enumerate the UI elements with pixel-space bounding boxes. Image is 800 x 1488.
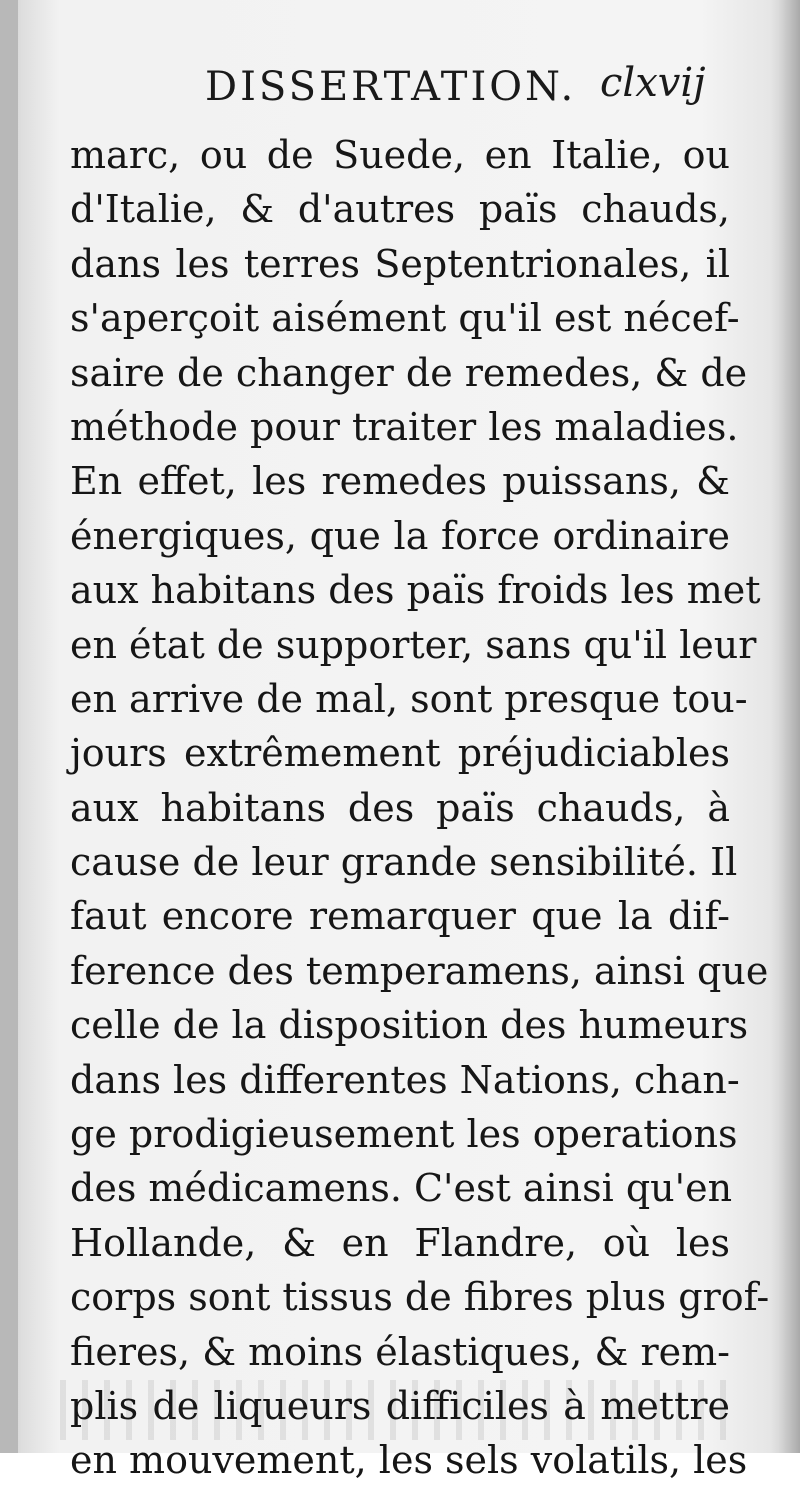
text-line: aux habitans des païs froids les met <box>70 568 761 613</box>
page-edge-shadow <box>778 0 800 1453</box>
text-line: celle de la disposition des humeurs <box>70 1003 749 1048</box>
text-line: marc, ou de Suede, en Italie, ou <box>70 133 730 177</box>
text-line: en mouvement, les sels volatils, les <box>70 1438 748 1483</box>
text-line: en arrive de mal, sont presque tou- <box>70 676 748 721</box>
page-gutter-shadow <box>0 0 18 1453</box>
folio-number: clxvij <box>600 60 706 106</box>
text-line: corps sont tissus de fibres plus grof- <box>70 1275 770 1320</box>
running-title: DISSERTATION. <box>205 64 577 110</box>
text-line: En effet, les remedes puissans, & <box>70 459 730 504</box>
body-text <box>70 128 770 1488</box>
text-line: énergiques, que la force ordinaire <box>70 513 730 558</box>
running-header <box>0 56 800 116</box>
text-line: fieres, & moins élastiques, & rem- <box>70 1329 730 1374</box>
text-line: des médicamens. C'est ainsi qu'en <box>70 1166 733 1211</box>
text-line: ge prodigieusement les operations <box>70 1112 738 1157</box>
text-line: aux habitans des païs chauds, à <box>70 785 730 830</box>
text-line: faut encore remarquer que la dif- <box>70 894 730 939</box>
text-line: plis de liqueurs difficiles à mettre <box>70 1383 730 1428</box>
text-line: méthode pour traiter les maladies. <box>70 404 739 449</box>
text-line: dans les differentes Nations, chan- <box>70 1057 740 1102</box>
text-line: jours extrêmement préjudiciables <box>70 731 730 776</box>
text-line: d'Italie, & d'autres païs chauds, <box>70 187 730 232</box>
text-line: s'aperçoit aisément qu'il est nécef- <box>70 296 740 341</box>
text-line: cause de leur grande sensibilité. Il <box>70 840 738 885</box>
text-line: en état de supporter, sans qu'il leur <box>70 622 757 667</box>
text-line: Hollande, & en Flandre, où les <box>70 1220 730 1265</box>
text-line: ference des temperamens, ainsi que <box>70 948 769 993</box>
text-line: dans les terres Septentrionales, il <box>70 241 730 286</box>
text-line: saire de changer de remedes, & de <box>70 350 748 395</box>
